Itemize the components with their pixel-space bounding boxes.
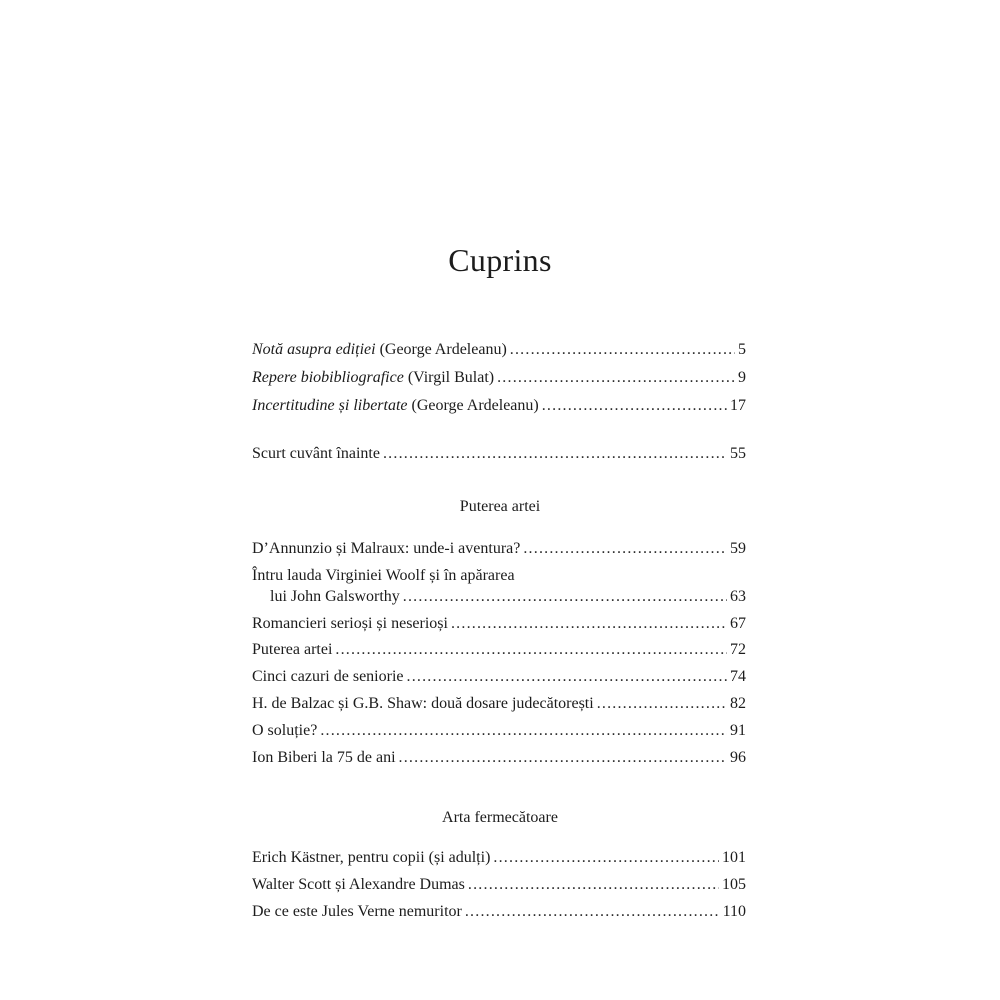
toc-entry-page: 91 xyxy=(730,722,746,739)
toc-entry[interactable] xyxy=(252,444,746,464)
page-title: Cuprins xyxy=(448,242,552,278)
toc-entry-title-rest: (Virgil Bulat) xyxy=(403,369,495,386)
toc-entry[interactable] xyxy=(252,848,746,868)
toc-entry[interactable] xyxy=(252,640,746,660)
dot-leader xyxy=(335,640,727,660)
toc-entry-title-italic: Notă asupra ediției xyxy=(252,341,376,358)
dot-leader xyxy=(399,748,727,768)
toc-entry-title: Romancieri serioși și neserioși xyxy=(252,615,448,632)
toc-entry-title-italic: Repere biobibliografice xyxy=(252,369,404,386)
toc-entry-title: Cinci cazuri de seniorie xyxy=(252,668,404,685)
toc-entry-title: Scurt cuvânt înainte xyxy=(252,445,380,462)
toc-entry[interactable] xyxy=(252,902,746,922)
toc-entry[interactable] xyxy=(252,721,746,741)
toc-entry-title: Walter Scott și Alexandre Dumas xyxy=(252,876,465,893)
dot-leader xyxy=(465,902,720,922)
toc-entry[interactable] xyxy=(252,875,746,895)
dot-leader xyxy=(451,614,727,634)
toc-entry-page: 55 xyxy=(730,445,746,462)
toc-entry[interactable] xyxy=(252,340,746,360)
toc-entry[interactable] xyxy=(252,614,746,634)
toc-entry-title-line[interactable]: Întru lauda Virginiei Woolf și în apărarea xyxy=(252,567,515,584)
toc-entry-title-rest: (George Ardeleanu) xyxy=(407,397,539,414)
toc-entry[interactable] xyxy=(252,748,746,768)
dot-leader xyxy=(320,721,727,741)
dot-leader xyxy=(597,694,727,714)
toc-entry[interactable] xyxy=(252,396,746,416)
toc-entry-title: Ion Biberi la 75 de ani xyxy=(252,749,396,766)
toc-entry-title: D’Annunzio și Malraux: unde-i aventura? xyxy=(252,540,521,557)
dot-leader xyxy=(403,587,727,607)
toc-entry-title xyxy=(252,340,507,360)
dot-leader xyxy=(523,539,727,559)
toc-entry[interactable] xyxy=(252,368,746,388)
toc-entry-page: 63 xyxy=(730,588,746,605)
toc-entry-title xyxy=(252,396,539,416)
dot-leader xyxy=(383,444,727,464)
toc-entry-page: 110 xyxy=(722,903,746,920)
dot-leader xyxy=(542,396,727,416)
toc-entry[interactable] xyxy=(270,587,746,607)
section-heading: Arta fermecătoare xyxy=(442,809,558,826)
toc-entry[interactable] xyxy=(252,667,746,687)
dot-leader xyxy=(510,340,735,360)
toc-entry-page: 101 xyxy=(722,849,746,866)
toc-entry-page: 9 xyxy=(738,369,746,386)
toc-entry-title: lui John Galsworthy xyxy=(270,588,400,605)
dot-leader xyxy=(407,667,728,687)
toc-entry-title: De ce este Jules Verne nemuritor xyxy=(252,903,462,920)
toc-entry-page: 59 xyxy=(730,540,746,557)
toc-entry-title: Erich Kästner, pentru copii (și adulți) xyxy=(252,849,491,866)
dot-leader xyxy=(497,368,735,388)
toc-entry-page: 5 xyxy=(738,341,746,358)
toc-entry[interactable] xyxy=(252,694,746,714)
toc-entry-page: 17 xyxy=(730,397,746,414)
toc-entry-title-rest: (George Ardeleanu) xyxy=(375,341,507,358)
toc-entry-page: 82 xyxy=(730,695,746,712)
toc-entry-title xyxy=(252,368,494,388)
toc-entry-page: 96 xyxy=(730,749,746,766)
toc-entry-page: 74 xyxy=(730,668,746,685)
toc-entry-page: 67 xyxy=(730,615,746,632)
toc-entry-page: 72 xyxy=(730,641,746,658)
toc-entry-title: H. de Balzac și G.B. Shaw: două dosare judecătorești xyxy=(252,695,594,712)
toc-entry-title-italic: Incertitudine și libertate xyxy=(252,397,408,414)
toc-entry-page: 105 xyxy=(722,876,746,893)
toc-entry[interactable] xyxy=(252,539,746,559)
section-heading: Puterea artei xyxy=(459,498,541,515)
dot-leader xyxy=(493,848,719,868)
toc-entry-title: Puterea artei xyxy=(252,641,333,658)
dot-leader xyxy=(468,875,719,895)
toc-entry-title: O soluție? xyxy=(252,722,318,739)
